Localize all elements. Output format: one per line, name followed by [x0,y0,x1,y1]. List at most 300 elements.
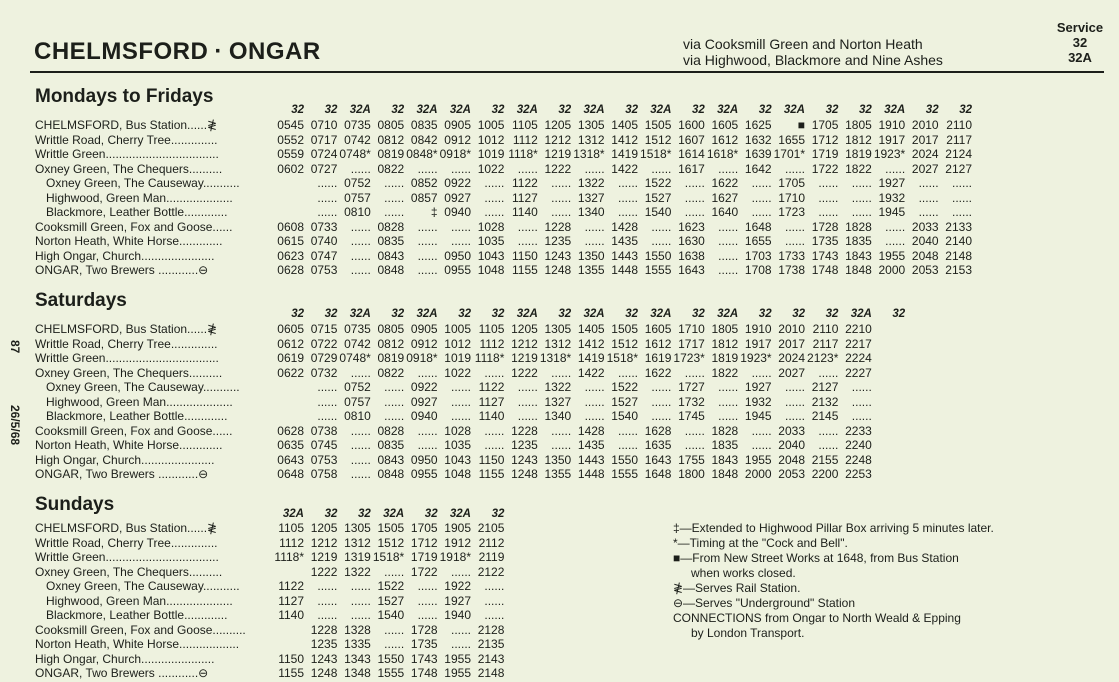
time-cell: 1405 [611,118,638,132]
time-cell: 1150 [478,452,505,467]
time-cell: 1118* [508,147,538,161]
time-cell: ...... [417,365,438,380]
time-cell: 1955 [744,452,772,467]
time-cell: 0710 [310,118,338,132]
time-cell: 1348 [344,666,371,680]
time-cell: 1228 [310,622,338,637]
time-cell: 1222 [310,564,338,579]
time-cell: ...... [885,219,906,234]
time-cell: 1105 [478,322,505,336]
time-cell: 0843 [377,452,405,467]
time-cell: 1012 [444,336,471,351]
time-cell: 0950 [410,452,438,467]
stop-name: ONGAR, Two Brewers ............⊖ [35,666,209,680]
title-to: ONGAR [228,38,321,65]
service-header-cell: 32A [850,308,872,320]
time-cell: 1550 [611,452,638,467]
time-cell: ...... [751,423,772,438]
time-cell: 1540 [644,205,672,219]
time-cell: 1655 [744,234,772,248]
time-cell: ...... [684,176,705,190]
time-cell: ...... [450,234,471,248]
time-cell: ...... [484,176,505,190]
time-cell: ...... [450,564,471,579]
time-cell: 2000 [744,467,772,481]
time-cell: 0828 [377,219,405,234]
time-cell: 1140 [278,608,304,622]
stop-name: Writtle Green.................................. [35,351,219,365]
time-cell: 0950 [444,248,471,263]
stop-name: Highwood, Green Man.................... [46,190,233,205]
section-title: Sundays [35,494,115,515]
time-cell: 0810 [344,205,371,219]
time-cell: 1722 [410,564,438,579]
time-cell: 0912 [444,132,471,147]
time-cell: 0940 [444,205,471,219]
time-cell: 0748* [339,147,371,161]
time-cell: 0552 [277,132,304,147]
stop-name: Oxney Green, The Chequers.......... [35,161,223,176]
time-cell: ...... [818,190,839,205]
time-cell: 1219 [544,147,572,161]
time-cell: 1005 [477,118,505,132]
time-cell: 2140 [945,234,972,248]
time-cell: ...... [417,608,438,622]
time-cell: 0742 [344,336,371,351]
time-cell: 0559 [277,147,304,161]
note-connections: CONNECTIONS from Ongar to North Weald & Epping [673,611,961,625]
time-cell: 1112 [512,132,538,147]
title-from: CHELMSFORD [34,38,209,65]
service-header-cell: 32 [491,104,505,116]
time-cell: ...... [651,219,672,234]
time-cell: 0918* [406,351,438,365]
time-cell: 2240 [845,438,872,452]
time-cell: 1945 [878,205,906,219]
time-cell: 1150 [511,248,538,263]
time-cell: ...... [350,579,371,593]
time-cell: 1922 [444,579,471,593]
service-header-cell: 32 [892,308,906,320]
time-cell: 2148 [945,248,972,263]
time-cell: 1843 [711,452,739,467]
stop-name: Writtle Road, Cherry Tree.............. [35,535,218,550]
time-cell: 1738 [778,263,805,277]
time-cell: 0940 [410,409,438,423]
time-cell: 1122 [278,579,304,593]
time-cell: 1805 [845,118,872,132]
time-cell: ...... [818,365,839,380]
time-cell: ...... [684,365,705,380]
time-cell: ...... [885,234,906,248]
time-cell: 1708 [744,263,772,277]
time-cell: 1805 [711,322,739,336]
time-cell: 1505 [377,521,405,535]
service-header-cell: 32 [825,104,839,116]
service-header-cell: 32 [625,308,638,320]
stop-name: Writtle Road, Cherry Tree.............. [35,132,218,147]
time-cell: 2153 [945,263,972,277]
time-cell: ...... [484,205,505,219]
note-cock-and-bell: *—Timing at the "Cock and Bell". [673,536,848,550]
service-header-cell: 32A [717,104,739,116]
time-cell: 0545 [277,118,304,132]
service-header-cell: 32 [458,308,471,320]
time-cell: ■ [797,118,805,132]
time-cell: ...... [417,219,438,234]
time-cell: 1605 [711,118,739,132]
service-header-cell: 32 [825,308,839,320]
time-cell: 1155 [478,467,505,481]
side-date: 26/5/68 [8,405,22,446]
time-cell: 0805 [377,322,405,336]
time-cell: 1043 [477,248,505,263]
service-header-cell: 32 [291,104,304,116]
time-cell: 2053 [778,467,805,481]
time-cell: 0918* [439,147,471,161]
time-cell: 1005 [444,322,471,336]
time-cell: 1422 [611,161,638,176]
time-cell: ...... [417,234,438,248]
time-cell: 0717 [310,132,338,147]
service-header-cell: 32 [959,104,972,116]
time-cell: ...... [517,409,538,423]
time-cell: 2105 [477,521,505,535]
time-cell: 1640 [711,205,739,219]
time-cell: 1703 [744,248,772,263]
time-cell: ...... [417,593,438,608]
time-cell: 1733 [778,248,805,263]
time-cell: 1140 [511,205,538,219]
time-cell: 1022 [444,365,471,380]
time-cell: ...... [918,176,939,190]
service-header-cell: 32 [391,308,405,320]
time-cell: 0628 [277,423,304,438]
time-cell: 0758 [310,467,338,481]
time-cell: 1319 [344,550,371,564]
time-cell: 2133 [945,219,972,234]
time-cell: 1312 [544,336,572,351]
time-cell: 0922 [444,176,471,190]
time-cell: 1728 [811,219,839,234]
time-cell: 0729 [310,351,338,365]
service-header-cell: 32A [516,104,538,116]
time-cell: ...... [484,365,505,380]
time-cell: ...... [417,248,438,263]
time-cell: ...... [684,423,705,438]
time-cell: 1022 [477,161,505,176]
time-cell: 2253 [845,467,872,481]
time-cell: 0822 [377,365,405,380]
time-cell: 1422 [577,365,605,380]
service-header-cell: 32 [324,508,338,520]
time-cell: 2053 [911,263,939,277]
time-cell: 1755 [678,452,705,467]
time-cell: 1723 [778,205,805,219]
time-cell: 1910 [744,322,772,336]
time-cell: 1822 [845,161,872,176]
service-header-cell: 32A [717,308,739,320]
time-cell: ...... [384,205,405,219]
time-cell: ...... [517,219,538,234]
time-cell: 1322 [544,380,572,394]
time-cell: 2024 [778,351,805,365]
time-cell: ...... [417,438,438,452]
time-cell: 2200 [811,467,839,481]
time-cell: ...... [384,409,405,423]
time-cell: 1419 [577,351,605,365]
time-cell: ...... [551,190,572,205]
time-cell: 1728 [410,622,438,637]
note-extended: ‡—Extended to Highwood Pillar Box arriving 5 minutes later. [673,521,994,535]
time-cell: ...... [317,380,338,394]
time-cell: 1443 [611,248,638,263]
time-cell: 1248 [310,666,338,680]
time-cell: 1625 [744,118,772,132]
time-cell: 1927 [878,176,906,190]
time-cell: 1632 [744,132,772,147]
time-cell: 1355 [577,263,605,277]
service-header-cell: 32A [449,104,471,116]
time-cell: 1743 [811,248,839,263]
time-cell: ...... [417,423,438,438]
time-cell: ...... [651,161,672,176]
stop-name: Oxney Green, The Causeway........... [46,380,240,394]
time-cell: 1118* [474,351,505,365]
time-cell: ...... [517,234,538,248]
time-cell: 1205 [544,118,572,132]
time-cell: 1019 [477,147,505,161]
service-header-cell: 32A [416,308,438,320]
service-header-cell: 32A [516,308,538,320]
time-cell: 1905 [444,521,471,535]
time-cell: 1719 [811,147,839,161]
time-cell: 1748 [410,666,438,680]
time-cell: 1945 [744,409,772,423]
time-cell: 1705 [410,521,438,535]
time-cell: 1327 [577,190,605,205]
time-cell: 1955 [444,666,471,680]
time-cell: ...... [317,608,338,622]
time-cell: 2227 [845,365,872,380]
time-cell: 2155 [811,452,839,467]
time-cell: 1701* [773,147,805,161]
time-cell: 1505 [644,118,672,132]
time-cell: 1618* [706,147,739,161]
title-separator: · [214,38,223,65]
time-cell: 0753 [310,263,338,277]
time-cell: 2112 [478,535,505,550]
time-cell: 0922 [410,380,438,394]
time-cell: 0727 [310,161,338,176]
time-cell: 0812 [377,336,405,351]
service-header-cell: 32 [758,308,772,320]
time-cell: ...... [384,380,405,394]
time-cell: 1048 [477,263,505,277]
time-cell: ...... [718,263,739,277]
time-cell: ...... [384,622,405,637]
time-cell: 1712 [811,132,839,147]
time-cell: 1112 [479,336,505,351]
stop-name: Norton Heath, White Horse.................. [35,637,240,651]
time-cell: 0722 [310,336,338,351]
time-cell: 1923* [873,147,906,161]
time-cell: ...... [751,205,772,219]
time-cell: ...... [450,637,471,651]
time-cell: 1705 [778,176,805,190]
time-cell: 0835 [377,438,405,452]
time-cell: 1917 [878,132,906,147]
service-header-cell: 32 [324,308,338,320]
time-cell: 1712 [410,535,438,550]
time-cell: 1248 [511,467,538,481]
time-cell: 1630 [678,234,705,248]
time-cell: 1155 [278,666,304,680]
time-cell: 1035 [477,234,505,248]
time-cell: ...... [951,190,972,205]
time-cell: ...... [350,365,371,380]
time-cell: ...... [851,380,872,394]
stop-name: Highwood, Green Man.................... [46,394,233,409]
time-cell: 0643 [277,452,304,467]
time-cell: ...... [551,205,572,219]
time-cell: 1305 [344,521,371,535]
time-cell: ...... [784,219,805,234]
time-cell: 1212 [310,535,338,550]
time-cell: 0857 [410,190,438,205]
time-cell: 1705 [811,118,839,132]
time-cell: 1518* [606,351,638,365]
time-cell: 1612 [644,336,672,351]
stop-name: Oxney Green, The Chequers.......... [35,564,223,579]
time-cell: 1527 [644,190,672,205]
time-cell: 1927 [744,380,772,394]
time-cell: ...... [784,394,805,409]
time-cell: 2123* [807,351,839,365]
time-cell: 1505 [611,322,638,336]
time-cell: 0735 [344,322,371,336]
time-cell: 1222 [511,365,538,380]
time-cell: ...... [551,438,572,452]
time-cell: 2040 [911,234,939,248]
time-cell: ...... [517,380,538,394]
service-header-cell: 32 [391,104,405,116]
time-cell: ...... [718,409,739,423]
time-cell: 1522 [377,579,405,593]
time-cell: 0622 [277,365,304,380]
time-cell: 0753 [310,452,338,467]
time-cell: 1212 [544,132,572,147]
time-cell: 2124 [945,147,972,161]
service-header-cell: 32 [859,104,872,116]
page-title [34,38,321,66]
time-cell: 1327 [544,394,572,409]
service-header-cell: 32 [692,308,705,320]
time-cell: ...... [484,579,505,593]
time-cell: ...... [350,452,371,467]
time-cell: 2127 [945,161,972,176]
time-cell: ...... [951,176,972,190]
stop-name: Oxney Green, The Causeway........... [46,579,240,593]
time-cell: 1619 [644,351,672,365]
time-cell: 1550 [377,651,405,666]
time-cell: 1235 [544,234,572,248]
time-cell: ...... [651,380,672,394]
time-cell: 1028 [444,423,471,438]
time-cell: 1312 [344,535,371,550]
time-cell: 2024 [911,147,939,161]
time-cell: 2122 [477,564,505,579]
time-cell: 0905 [444,118,471,132]
time-cell: ...... [450,161,471,176]
service-header-cell: 32A [884,104,906,116]
time-cell: ...... [350,219,371,234]
time-cell: 1035 [444,438,471,452]
time-cell: 0733 [310,219,338,234]
time-cell: ...... [918,205,939,219]
time-cell: 1105 [511,118,538,132]
service-header-cell: 32 [758,104,772,116]
time-cell: ...... [617,190,638,205]
time-cell: 1643 [678,263,705,277]
time-cell: ...... [484,593,505,608]
time-cell: 1743 [410,651,438,666]
time-cell: 0822 [377,161,405,176]
time-cell: ...... [718,161,739,176]
time-cell: 1019 [444,351,471,365]
stop-name: Cooksmill Green, Fox and Goose...... [35,219,233,234]
time-cell: 2110 [946,118,972,132]
time-cell: ...... [784,380,805,394]
time-cell: 1435 [611,234,638,248]
time-cell: 1205 [310,521,338,535]
time-cell: 1955 [444,651,471,666]
time-cell: 1112 [279,535,304,550]
time-cell: ...... [484,190,505,205]
time-cell: ...... [450,409,471,423]
service-header-cell: 32 [424,508,438,520]
time-cell: ...... [818,423,839,438]
time-cell: ...... [684,205,705,219]
time-cell: 1735 [410,637,438,651]
stop-name: Writtle Green.................................. [35,147,219,161]
time-cell: 0848 [377,263,405,277]
time-cell: 1512 [611,336,638,351]
time-cell: ...... [718,234,739,248]
time-cell: ...... [818,205,839,219]
time-cell: ...... [317,409,338,423]
time-cell: 1635 [644,438,672,452]
section-title: Saturdays [35,290,127,311]
service-header-cell: 32 [558,308,572,320]
note-new-street-works: ■—From New Street Works at 1648, from Bus Station [673,551,959,565]
time-cell: 1828 [845,219,872,234]
route-via [683,36,943,68]
time-cell: 1617 [678,161,705,176]
time-cell: 1607 [678,132,705,147]
time-cell: ...... [350,263,371,277]
time-cell: 1932 [878,190,906,205]
time-cell: 1243 [544,248,572,263]
time-cell: 0843 [377,248,405,263]
time-cell: 1448 [577,467,605,481]
time-cell: ...... [684,190,705,205]
time-cell: 1927 [444,593,471,608]
time-cell: 0715 [310,322,338,336]
stop-name: Oxney Green, The Causeway........... [46,176,240,190]
time-cell: 1305 [544,322,572,336]
time-cell: 1732 [678,394,705,409]
